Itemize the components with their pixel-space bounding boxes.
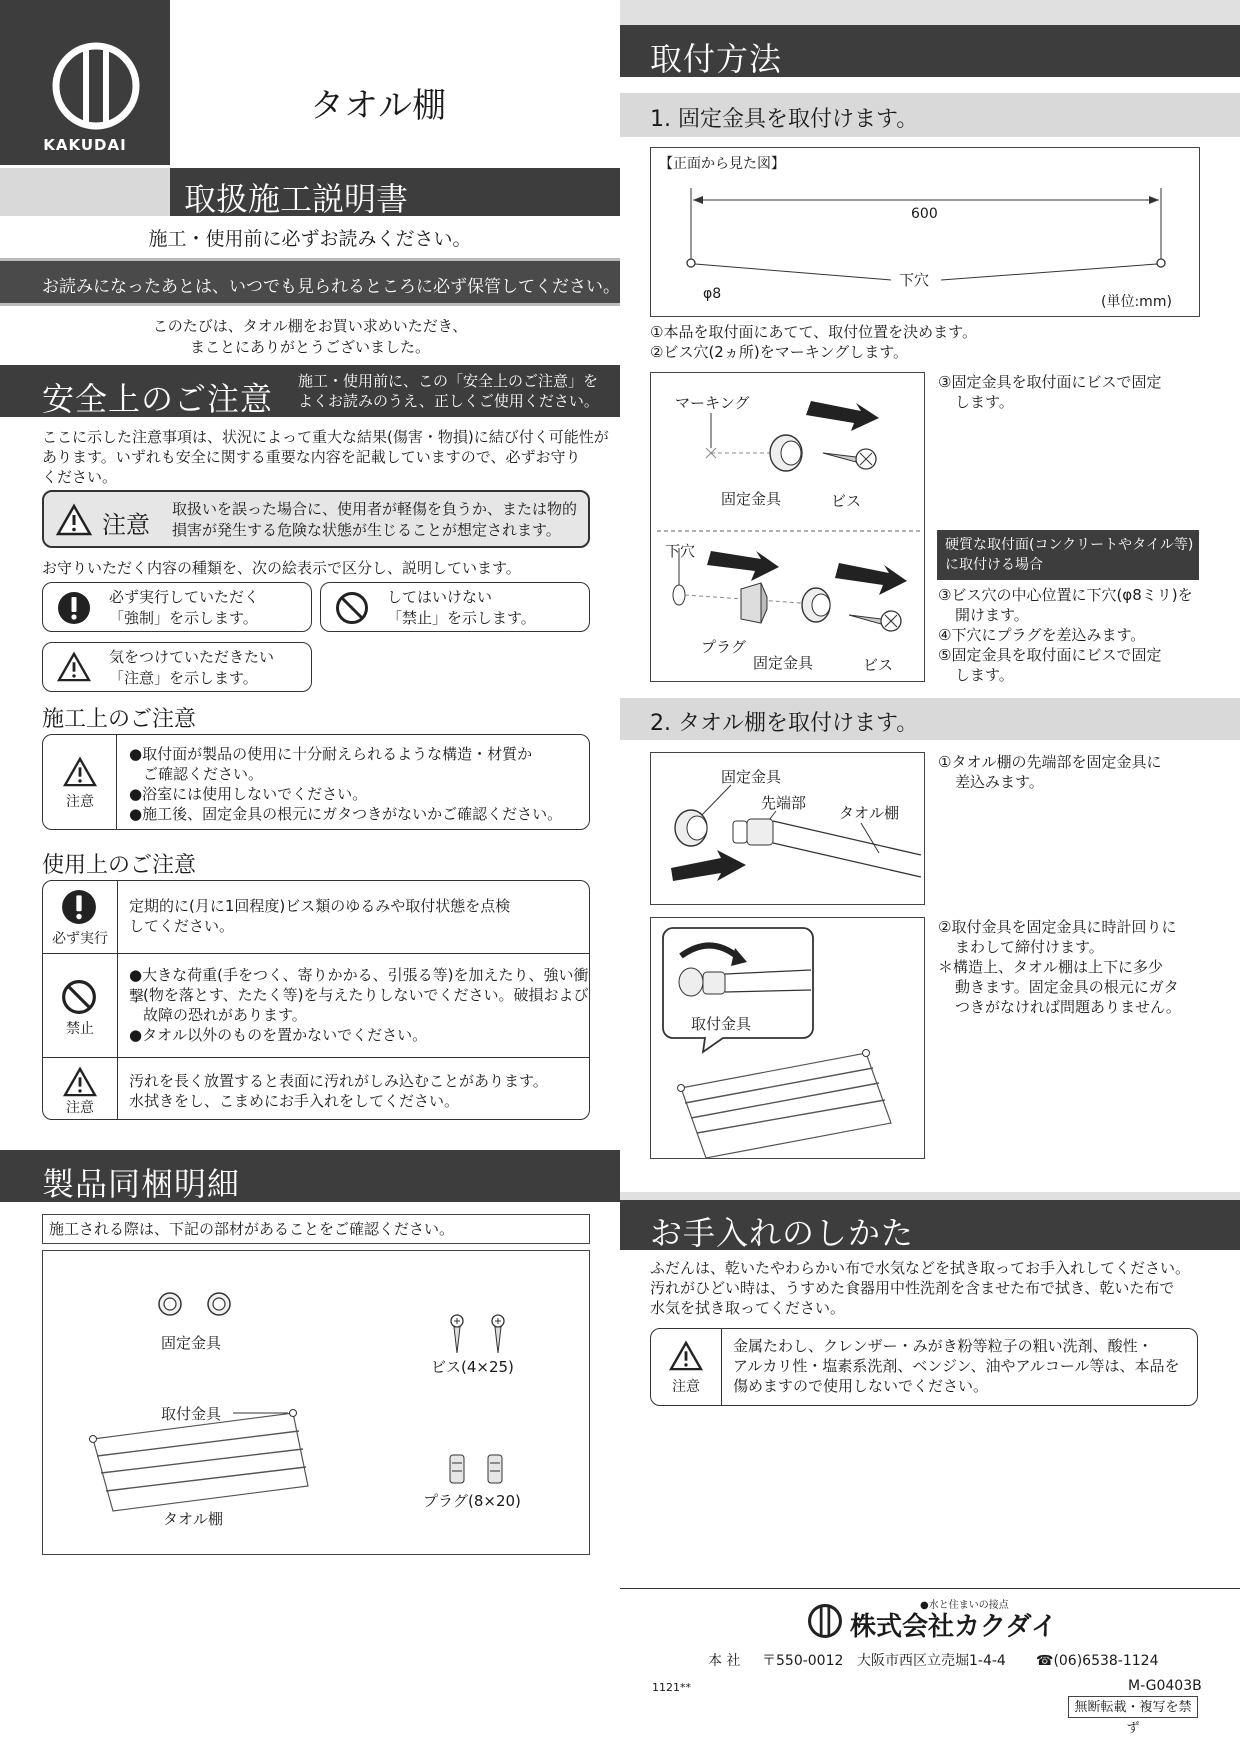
keep-notice-band: [0, 258, 620, 306]
step2-illustration-2: [650, 917, 925, 1159]
brand-name: KAKUDAI: [43, 136, 127, 154]
safety-subtitle-1: 施工・使用前に、この「安全上のご注意」を: [298, 372, 599, 390]
manual-title-band: [170, 168, 620, 216]
prohibited-icon: [335, 591, 369, 625]
parts-fixing-label: 固定金具: [161, 1334, 222, 1352]
front-view-hole: 下穴: [899, 271, 930, 289]
install-caution-item-2: ●浴室には使用しないでください。: [129, 785, 368, 803]
product-title: タオル棚: [310, 86, 446, 126]
caution-definition-box: [42, 490, 590, 548]
use-caution-row1-line2: してください。: [129, 917, 235, 935]
safety-intro-2: あります。いずれも安全に関する重要な内容を記載していますので、必ずお守り: [42, 448, 581, 466]
step2-1b: 差込みます。: [955, 773, 1044, 791]
hard-step3b: 開けます。: [955, 606, 1029, 624]
towel-rack-illustration: [63, 1401, 313, 1521]
use-caution-row3-line1: 汚れを長く放置すると表面に汚れがしみ込むことがあります。: [129, 1072, 548, 1090]
hard-step3a: ③ビス穴の中心位置に下穴(φ8ミリ)を: [938, 586, 1193, 604]
mandatory-exclamation-icon: [57, 591, 91, 625]
hard-step5a: ⑤固定金具を取付面にビスで固定: [938, 646, 1162, 664]
step2-2a: ②取付金具を固定金具に時計回りに: [938, 918, 1177, 936]
front-view-label: 【正面から見た図】: [659, 156, 785, 172]
step1-3a: ③固定金具を取付面にビスで固定: [938, 373, 1162, 391]
warning-triangle-icon: [63, 1067, 97, 1097]
install-title: 取付方法: [650, 40, 783, 78]
care-warn-3: 傷めますので使用しないでください。: [733, 1377, 989, 1395]
legend-prohibited-line1: してはいけない: [387, 588, 493, 606]
warning-triangle-icon: [56, 504, 92, 536]
hard-surface-box: [937, 530, 1199, 580]
kakudai-footer-logo-icon: [808, 1604, 842, 1638]
safety-subtitle-2: よくお読みのうえ、正しくご使用ください。: [298, 392, 599, 410]
use-caution-row3-label: 注意: [66, 1100, 94, 1116]
fixing-label-2: 固定金具: [753, 654, 814, 672]
caution-text-2: 損害が発生する危険な状態が生じることが想定されます。: [172, 521, 561, 539]
step2-tip-label: 先端部: [761, 794, 807, 812]
legend-prohibited-line2: 「禁止」を示します。: [387, 609, 536, 627]
thanks-line-1: このたびは、タオル棚をお買い求めいただき、: [152, 317, 468, 335]
install-caution-box: [42, 734, 590, 830]
safety-title: 安全上のご注意: [42, 380, 274, 418]
parts-note-box: [42, 1214, 590, 1244]
footer-hq: 本 社: [708, 1653, 741, 1669]
front-view-dimension: 600: [911, 206, 938, 222]
plug-pair-icon: [446, 1453, 506, 1487]
footer-copy-notice: [1068, 1696, 1198, 1736]
kakudai-logo-icon: [52, 42, 140, 130]
mandatory-exclamation-icon: [61, 889, 97, 925]
care-header: [620, 1200, 1240, 1250]
rack-tightening-diagram: [651, 918, 926, 1160]
step1-title: 1. 固定金具を取付けます。: [650, 107, 919, 132]
use-caution-row1-line1: 定期的に(月に1回程度)ビス類のゆるみや取付状態を点検: [129, 897, 511, 915]
manual-title-band-left: [0, 168, 170, 216]
care-title: お手入れのしかた: [650, 1214, 915, 1252]
care-warn-2: アルカリ性・塩素系洗剤、ベンジン、油やアルコール等は、本品を: [733, 1357, 1180, 1375]
care-p1: ふだんは、乾いたやわらかい布で水気などを拭き取ってお手入れしてください。: [650, 1259, 1191, 1277]
step1-3b: します。: [955, 393, 1014, 411]
parts-title: 製品同梱明細: [42, 1165, 241, 1203]
step2-illustration-1: [650, 752, 925, 905]
step1-band: [620, 93, 1240, 137]
screw-pair-icon: [443, 1313, 513, 1363]
footer-address: 大阪市西区立売堀1-4-4: [857, 1653, 1006, 1669]
use-caution-row2-label: 禁止: [66, 1021, 94, 1037]
legend-prohibited: [320, 582, 590, 632]
use-caution-row2-line2: (物を落とす、たたく等)を与えたりしないでください。破損および: [143, 986, 589, 1004]
warning-triangle-icon: [57, 652, 91, 682]
row-divider: [43, 1057, 589, 1058]
use-caution-row1-label: 必ず実行: [52, 931, 108, 947]
legend-caution-line2: 「注意」を示します。: [109, 669, 258, 687]
step2-band: [620, 698, 1240, 740]
parts-plug-label: プラグ(8×20): [423, 1492, 521, 1510]
caution-label: 注意: [102, 511, 150, 539]
install-caution-title: 施工上のご注意: [42, 707, 197, 732]
use-caution-row3-line2: 水拭きをし、こまめにお手入れをしてください。: [129, 1092, 460, 1110]
footer-company: 株式会社カクダイ: [850, 1612, 1057, 1642]
keep-notice: お読みになったあとは、いつでも見られるところに必ず保管してください。: [42, 277, 620, 297]
use-caution-table: [42, 880, 590, 1120]
parts-note: 施工される際は、下記の部材があることをご確認ください。: [49, 1220, 455, 1238]
step1-illustration-box: [650, 372, 925, 682]
fixing-label: 固定金具: [721, 490, 782, 508]
footer-copy-notice-text: 無断転載・複写を禁ず: [1074, 1700, 1192, 1736]
step2-mount-label: 取付金具: [691, 1015, 752, 1033]
read-before-notice: 施工・使用前に必ずお読みください。: [148, 228, 472, 250]
legend-caution-line1: 気をつけていただきたい: [109, 648, 275, 666]
safety-header: [0, 365, 620, 417]
hard-surface-line1: 硬質な取付面(コンクリートやタイル等): [945, 537, 1194, 553]
legend-intro: お守りいただく内容の種類を、次の絵表示で区分し、説明しています。: [42, 559, 521, 577]
care-p3: 水気を拭き取ってください。: [650, 1299, 846, 1317]
use-caution-row2-line1: ●大きな荷重(手をつく、寄りかかる、引張る等)を加えたり、強い衝撃: [129, 966, 589, 1005]
care-warn-1: 金属たわし、クレンザー・みがき粉等粒子の粗い洗剤、酸性・: [733, 1337, 1153, 1355]
step2-fixing-label: 固定金具: [721, 768, 782, 786]
screw-label: ビス: [831, 492, 862, 510]
step2-3a: ＊構造上、タオル棚は上下に多少: [938, 958, 1164, 976]
use-caution-title: 使用上のご注意: [42, 853, 197, 878]
parts-screw-label: ビス(4×25): [431, 1358, 514, 1376]
pilot-hole-label: 下穴: [665, 542, 696, 560]
marking-label: マーキング: [675, 394, 750, 412]
thanks-line-2: まことにありがとうございました。: [189, 338, 430, 356]
legend-caution: [42, 642, 312, 692]
safety-intro-3: ください。: [42, 468, 118, 486]
row-divider: [43, 953, 589, 954]
legend-mandatory-line2: 「強制」を示します。: [109, 609, 258, 627]
install-header: [620, 25, 1240, 77]
install-caution-item-3: ●施工後、固定金具の根元にガタつきがないかご確認ください。: [129, 805, 563, 823]
front-view-phi: φ8: [703, 286, 722, 302]
plug-label: プラグ: [701, 638, 747, 656]
parts-header: [0, 1150, 620, 1202]
step2-title: 2. タオル棚を取付けます。: [650, 711, 919, 736]
hard-step4: ④下穴にプラグを差込みます。: [938, 626, 1146, 644]
use-caution-row2-line4: ●タオル以外のものを置かないでください。: [129, 1026, 428, 1044]
brand-logo-block: [0, 0, 170, 165]
warning-triangle-icon: [669, 1341, 703, 1371]
step2-3c: つきがなければ問題ありません。: [955, 998, 1181, 1016]
install-caution-icon-cell: [43, 735, 117, 829]
step1-2: ②ビス穴(2ヵ所)をマーキングします。: [650, 343, 909, 361]
care-warning-box: [650, 1328, 1198, 1406]
manual-title: 取扱施工説明書: [184, 180, 409, 218]
prohibited-icon: [61, 979, 97, 1015]
install-header-top: [620, 0, 1240, 25]
install-caution-icon-label: 注意: [66, 794, 94, 810]
care-p2: 汚れがひどい時は、うすめた食器用中性洗剤を含ませた布で拭き、乾いた布で: [650, 1279, 1175, 1297]
footer-postal: 〒550-0012: [762, 1653, 844, 1669]
safety-intro-1: ここに示した注意事項は、状況によって重大な結果(傷害・物損)に結び付く可能性が: [42, 428, 609, 446]
step1-1: ①本品を取付面にあてて、取付位置を決めます。: [650, 323, 977, 341]
hard-surface-line2: に取付ける場合: [945, 557, 1043, 573]
step2-rack-label: タオル棚: [839, 804, 900, 822]
col-divider: [117, 881, 118, 1119]
front-view-box: [650, 147, 1200, 317]
caution-text-1: 取扱いを誤った場合に、使用者が軽傷を負うか、または物的: [172, 500, 578, 518]
footer-doc-code: M-G0403B: [1128, 1678, 1202, 1694]
parts-illustration-box: [42, 1250, 590, 1555]
care-icon-label: 注意: [672, 1379, 700, 1395]
footer-date-code: 1121**: [652, 1681, 691, 1694]
install-caution-item-1: ●取付面が製品の使用に十分耐えられるような構造・材質か: [129, 745, 533, 763]
legend-mandatory-line1: 必ず実行していただく: [109, 588, 260, 606]
footer-tagline: ●水と住まいの接点: [920, 1600, 1009, 1611]
parts-mount-label: 取付金具: [161, 1405, 222, 1423]
fixing-bracket-pair-icon: [155, 1289, 235, 1319]
front-view-unit: (単位:mm): [1101, 294, 1172, 310]
warning-triangle-icon: [63, 757, 97, 787]
care-icon-divider: [721, 1329, 722, 1405]
step2-2b: まわして締付けます。: [955, 938, 1104, 956]
step2-1a: ①タオル棚の先端部を固定金具に: [938, 753, 1162, 771]
hard-step5b: します。: [955, 666, 1014, 684]
footer-rule: [620, 1588, 1240, 1589]
screw-label-2: ビス: [863, 656, 894, 674]
install-caution-item-1b: ご確認ください。: [143, 765, 264, 783]
marking-fixing-screw-diagram: [651, 373, 926, 683]
parts-towel-rack-label: タオル棚: [163, 1510, 224, 1528]
step2-3b: 動きます。固定金具の根元にガタ: [955, 978, 1179, 996]
legend-mandatory: [42, 582, 312, 632]
footer-tel: ☎(06)6538-1124: [1036, 1653, 1159, 1669]
use-caution-row2-line3: 故障の恐れがあります。: [143, 1006, 307, 1024]
rack-insertion-diagram: [651, 753, 926, 906]
